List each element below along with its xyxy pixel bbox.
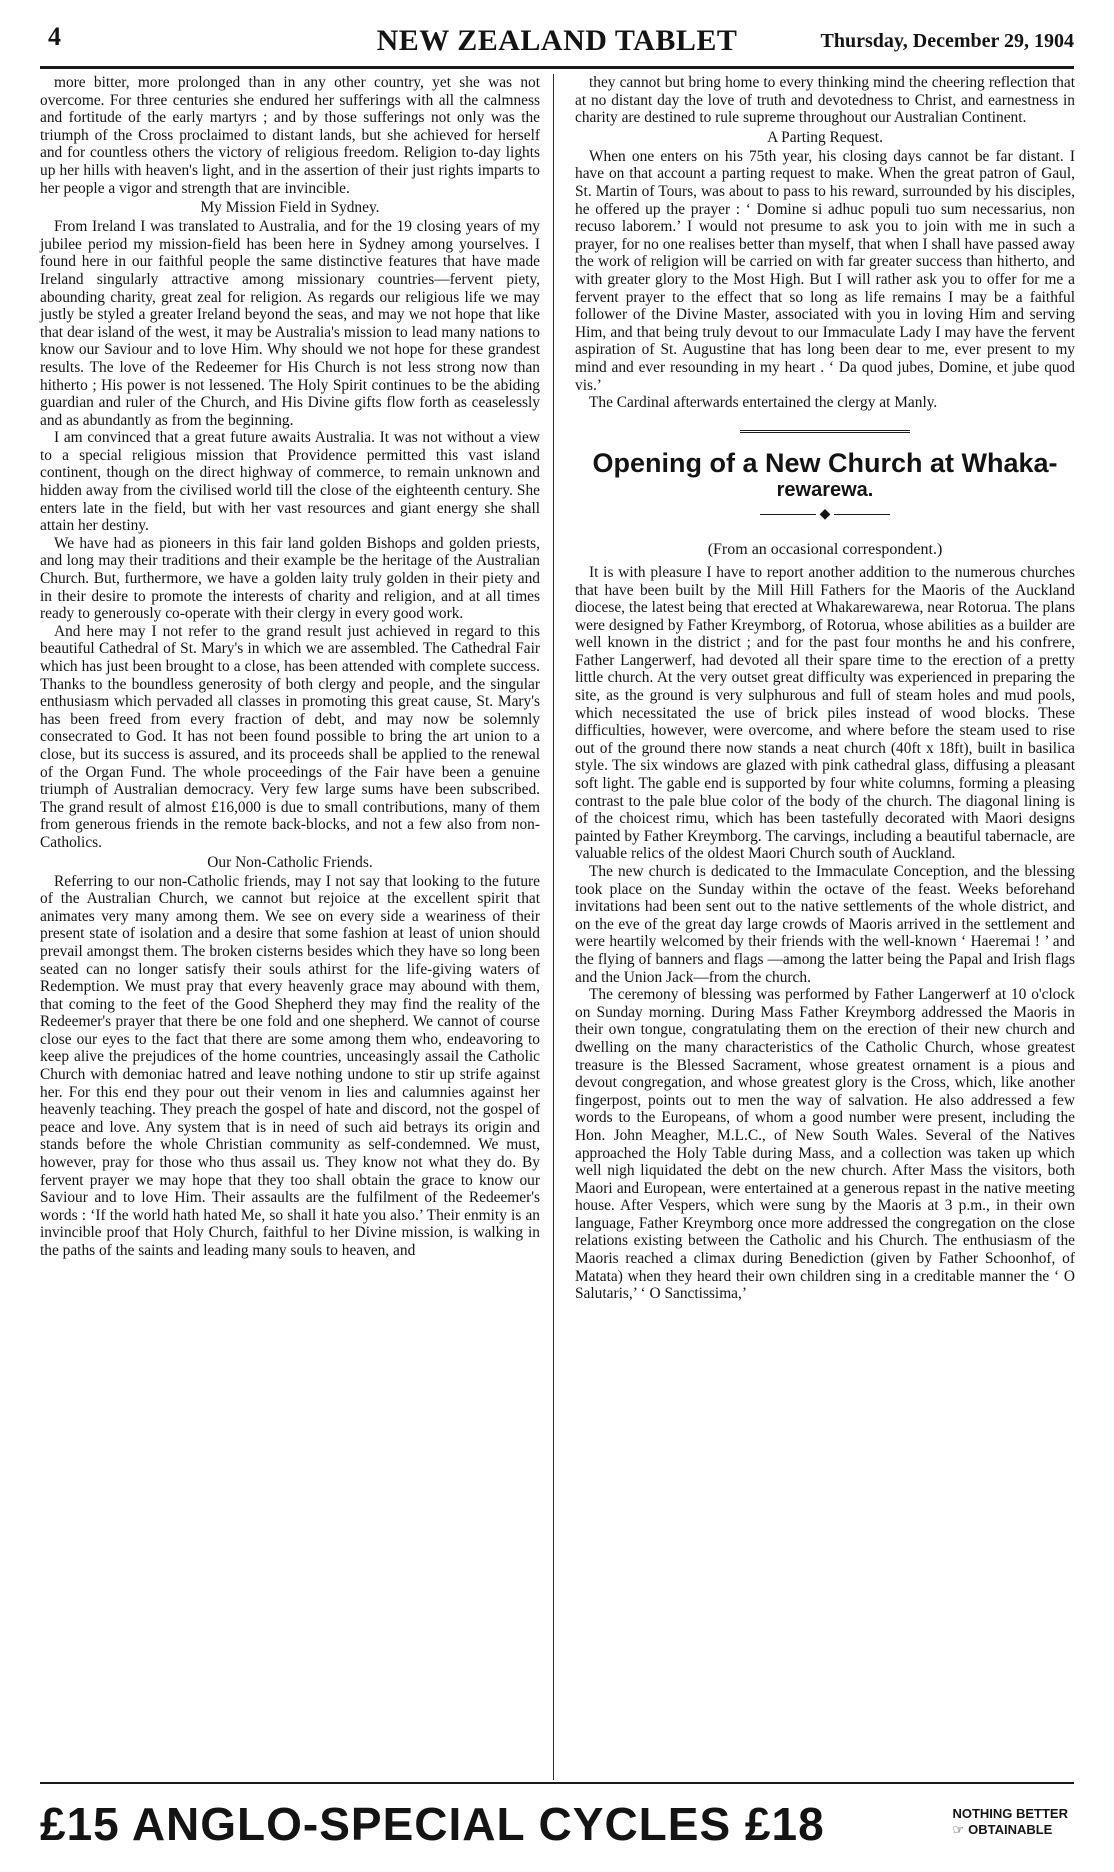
ad-tagline-line2-wrap bbox=[952, 1822, 1068, 1838]
paragraph: And here may I not refer to the grand result just achieved in regard to this beautiful Cathedral of St. Mary's in which we are assembled. The Cathedral Fair which has just been brought to a close, has been attended with complete success. Thanks to the boundless generosity of both clergy and people, and the singular enthusiasm which pervaded all classes in promoting this great cause, St. Mary's has been freed from every fraction of debt, and may now be solemnly consecrated to God. It has not been found possible to bring the art union to a close, but its success is assured, and its proceeds shall be applied to the renewal of the Organ Fund. The whole proceedings of the Fair have been a genuine triumph of Australian democracy. Very few large sums have been subscribed. The grand result of almost £16,000 is due to small contributions, many of them from generous friends in the remote back-blocks, and not a few also from non-Catholics. bbox=[40, 622, 540, 851]
ad-slogan: £15 ANGLO-SPECIAL CYCLES £18 bbox=[40, 1798, 825, 1850]
paragraph: We have had as pioneers in this fair land golden Bishops and golden priests, and long may their traditions and their example be the heritage of the Australian Church. But, furthermore, we have a golden laity truly golden in their piety and in their desire to promote the interests of charity and religion, and at all times ready to generously co-operate with their clergy in every good work. bbox=[40, 534, 540, 623]
subheading: Our Non-Catholic Friends. bbox=[207, 853, 373, 871]
paragraph: they cannot but bring home to every thinking mind the cheering reflection that at no distant day the love of truth and devotedness to Christ, and earnestness in charity are destined to rule supreme throughout our Australian Continent. bbox=[575, 74, 1075, 127]
header-rule bbox=[40, 66, 1074, 69]
paragraph: The new church is dedicated to the Immaculate Conception, and the blessing took place on the Sunday within the octave of the feast. Weeks beforehand invitations had been sent out to the native settlements of the whole district, and on the eve of the great day large crowds of Maoris arrived in the settlement and were heartily welcomed by their friends with the well-known ‘ Haeremai ! ’ and the flying of banners and flags —among the latter being the Papal and Irish flags and the Union Jack—from the church. bbox=[575, 863, 1075, 986]
paragraph: From Ireland I was translated to Australia, and for the 19 closing years of my jubilee period my mission-field has been here in Sydney among yourselves. I found here in our faithful people the same distinctive features that have made Ireland singularly attractive among missionary countries—fervent piety, abounding charity, great zeal for religion. As regards our religious life we may justly be styled a greater Ireland beyond the seas, and may we not hope that like that dear island of the west, it may be Australia's mission to lead many nations to know our Saviour and to love Him. Why should we not hope for these grandest results. The love of the Redeemer for His Church is not less strong now than hitherto ; His power is not lessened. The Holy Spirit continues to be the abiding guardian and ruler of the Church, and His Divine gifts flow forth as ceaselessly and as abundantly as from the beginning. bbox=[40, 218, 540, 429]
right-column bbox=[575, 74, 1075, 1303]
paragraph: Referring to our non-Catholic friends, may I not say that looking to the future of the Australian Church, we cannot but rejoice at the excellent spirit that animates very many among them. We see on every side a weariness of their present state of isolation and a desire that some fashion at least of union should prevail amongst them. The broken cisterns besides which they have so long been seated can no longer satisfy their souls athirst for the life-giving waters of Redemption. We must pray that every heavenly grace may abound with them, that coming to the feet of the Good Shepherd they may find the reality of the Redeemer's prayer that there be one fold and one shepherd. We cannot of course close our eyes to the fact that there are some among them who, endeavoring to keep alive the prejudices of the home countries, unceasingly assail the Catholic Church with demoniac hatred and leave nothing undone to stir up strife against her. For this end they pour out their venom in lies and calumnies against her heavenly teaching. They preach the gospel of hate and discord, not the gospel of peace and love. Any system that is in need of such aid betrays its origin and stands before the whole Christian community as self-condemned. We must, however, pray for those who thus assail us. They know not what they do. By fervent prayer we may hope that they too shall obtain the grace to know our Saviour and to love Him. Their assaults are the fulfilment of the Redeemer's words : ‘If the world hath hated Me, so shall it hate you also.’ Their enmity is an invincible proof that Holy Church, faithful to her Divine mission, is walking in the paths of the saints and leading many souls to heaven, and bbox=[40, 872, 540, 1259]
article-title-continued: rewarewa. bbox=[776, 478, 874, 501]
advertisement bbox=[40, 1796, 1074, 1852]
ornament-divider bbox=[575, 508, 1075, 522]
ornament-bar bbox=[760, 514, 816, 515]
ad-tagline bbox=[952, 1806, 1068, 1838]
paragraph: I am convinced that a great future awaits Australia. It was not without a view to a special religious mission that Providence permitted this vast island continent, though on the direct highway of commerce, to remain unknown and hidden away from the civilised world till the close of the eighteenth century. She enters late in the field, but with her vast resources and giant energy she shall attain her destiny. bbox=[40, 429, 540, 535]
footer-rule bbox=[40, 1782, 1074, 1784]
ad-tagline-line2: OBTAINABLE bbox=[968, 1822, 1053, 1837]
publication-title: NEW ZEALAND TABLET bbox=[376, 24, 738, 57]
masthead bbox=[40, 22, 1074, 66]
paragraph: When one enters on his 75th year, his closing days cannot be far distant. I have on that account a parting request to make. When the great patron of Gaul, St. Martin of Tours, was about to pass to his reward, surrounded by his disciples, he offered up the prayer : ‘ Domine si adhuc populi tuo sum necessarius, non recuso laborem.’ I would not presume to ask you to join with me in such a prayer, for no one realises better than myself, that when I shall have passed away the work of religion will be carried on with far greater success than hitherto, and with greater glory to the Most High. But I will rather ask you to offer for me a fervent prayer to the effect that so long as life remains I may be a faithful follower of the Divine Master, associated with you in loving Him and serving Him, and that being truly devout to our Immaculate Lady I may have the fervent aspiration of St. Augustine that has long been dear to me, ever present to my mind and ever resounding in my heart . ‘ Da quod jubes, Domine, et jube quod vis.’ bbox=[575, 147, 1075, 394]
ornament-bar bbox=[834, 514, 890, 515]
subheading: A Parting Request. bbox=[767, 128, 883, 146]
paragraph: It is with pleasure I have to report another addition to the numerous churches that have been built by the Mill Hill Fathers for the Maoris of the Auckland diocese, the latest being that erected at Whakarewarewa, near Rotorua. The plans were designed by Father Kreymborg, of Rotorua, whose abilities as a builder are well known in the district ; and for the past four months he and his confrere, Father Langerwerf, had devoted all their spare time to the erection of a pretty little church. At the very outset great difficulty was experienced in preparing the site, as the ground is very sulphurous and full of steam holes and mud pools, which necessitated the use of brick piles instead of wood blocks. These difficulties, however, were overcome, and where before the steam used to rise out of the ground there now stands a neat church (40ft x 18ft), built in basilica style. The six windows are glazed with pink cathedral glass, diffusing a pleasant soft light. The gable end is supported by four white columns, forming a pleasing contrast to the pale blue color of the body of the church. The diagonal lining is of the choicest rimu, which has been tastefully decorated with Maori designs painted by Father Kreymborg. The carvings, including a beautiful tabernacle, are valuable relics of the oldest Maori Church south of Auckland. bbox=[575, 563, 1075, 863]
section-separator bbox=[575, 422, 1075, 440]
byline: (From an occasional correspondent.) bbox=[707, 540, 943, 558]
article-title: Opening of a New Church at Whaka- bbox=[592, 447, 1058, 478]
paragraph: The Cardinal afterwards entertained the clergy at Manly. bbox=[589, 394, 938, 412]
subheading: My Mission Field in Sydney. bbox=[200, 199, 380, 217]
double-rule bbox=[740, 430, 910, 435]
ad-tagline-line1: NOTHING BETTER bbox=[952, 1806, 1068, 1821]
page-number: 4 bbox=[48, 22, 61, 51]
left-column bbox=[40, 74, 540, 1260]
issue-date: Thursday, December 29, 1904 bbox=[820, 30, 1074, 52]
diamond-icon: ◆ bbox=[819, 506, 831, 522]
paragraph: The ceremony of blessing was performed by Father Langerwerf at 10 o'clock on Sunday morning. During Mass Father Kreymborg addressed the Maoris in their own tongue, congratulating them on the erection of their new church and dwelling on the many characteristics of the Catholic Church, whose greatest treasure is the Blessed Sacrament, whose greatest ornament is a pious and devout congregation, and whose greatest glory is the Cross, which, like another fingerpost, points out to men the way of salvation. He also addressed a few words to the Europeans, of whom a good number were present, including the Hon. John Meagher, M.L.C., of New South Wales. Several of the Natives approached the Holy Table during Mass, and a collection was taken up which well nigh liquidated the debt on the new church. After Mass the visitors, both Maori and European, were entertained at a generous repast in the native meeting house. After Vespers, which were sung by the Maoris at 3 p.m., in their own language, Father Kreymborg once more addressed the congregation on the close relations existing between the Catholic and his Church. The enthusiasm of the Maoris reached a climax during Benediction (given by Father Schoonhof, of Matata) when they heard their own children sing in a creditable manner the ‘ O Salutaris,’ ‘ O Sanctissima,’ bbox=[575, 986, 1075, 1303]
paragraph: more bitter, more prolonged than in any other country, yet she was not overcome. For three centuries she endured her sufferings with all the calmness and fortitude of the early martyrs ; and by those sufferings not only was the triumph of the Cross proclaimed to distant lands, but she achieved for herself and for countless others the victory of religious freedom. Religion to-day lights up her hills with heaven's light, and in the assertion of their just rights imparts to her people a vigor and strength that are invincible. bbox=[40, 74, 540, 197]
pointing-hand-icon: ☞ bbox=[952, 1822, 965, 1837]
column-divider bbox=[553, 74, 554, 1780]
